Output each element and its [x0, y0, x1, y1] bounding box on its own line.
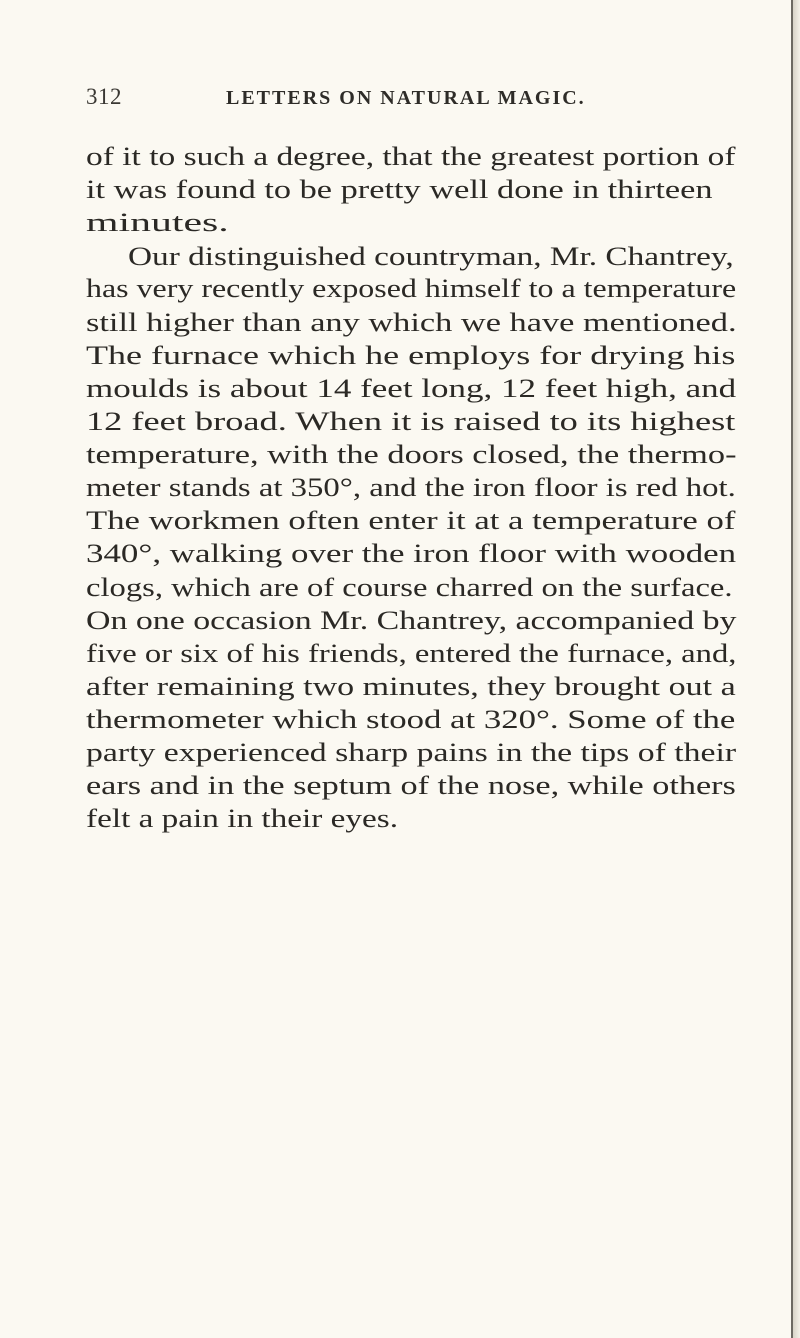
text-line: The workmen often enter it at a temperature of — [86, 506, 736, 535]
text-line: 12 feet broad. When it is raised to its highest — [86, 407, 736, 436]
running-head — [86, 84, 746, 114]
page-edge-shadow — [793, 0, 800, 1338]
text-line: ears and in the septum of the nose, while others — [86, 771, 736, 800]
text-line: still higher than any which we have mentioned. — [86, 308, 737, 337]
text-line: felt a pain in their eyes. — [86, 804, 399, 833]
text-line: party experienced sharp pains in the tips of their — [86, 738, 737, 767]
text-line: On one occasion Mr. Chantrey, accompanied by — [86, 606, 737, 635]
text-line: 340°, walking over the iron floor with wooden — [86, 539, 737, 568]
text-line: moulds is about 14 feet long, 12 feet high, and — [86, 374, 737, 403]
text-line: has very recently exposed himself to a temperature — [86, 274, 737, 303]
paragraph-start-line: Our distinguished countryman, Mr. Chantrey, — [128, 242, 734, 271]
text-line: clogs, which are of course charred on the surface. — [86, 573, 733, 602]
text-line: minutes. — [86, 208, 229, 237]
text-line: The furnace which he employs for drying his — [86, 341, 736, 370]
text-line: thermometer which stood at 320°. Some of the — [86, 705, 736, 734]
text-line: after remaining two minutes, they brought out a — [86, 672, 736, 701]
text-line: meter stands at 350°, and the iron floor is red hot. — [86, 473, 736, 502]
text-line: of it to such a degree, that the greatest portion of — [86, 142, 736, 171]
page-number: 312 — [86, 84, 122, 109]
text-line: temperature, with the doors closed, the thermo- — [86, 440, 737, 469]
text-line: it was found to be pretty well done in thirteen — [86, 175, 713, 204]
running-title: LETTERS ON NATURAL MAGIC. — [226, 87, 586, 109]
text-line: five or six of his friends, entered the furnace, and, — [86, 639, 737, 668]
